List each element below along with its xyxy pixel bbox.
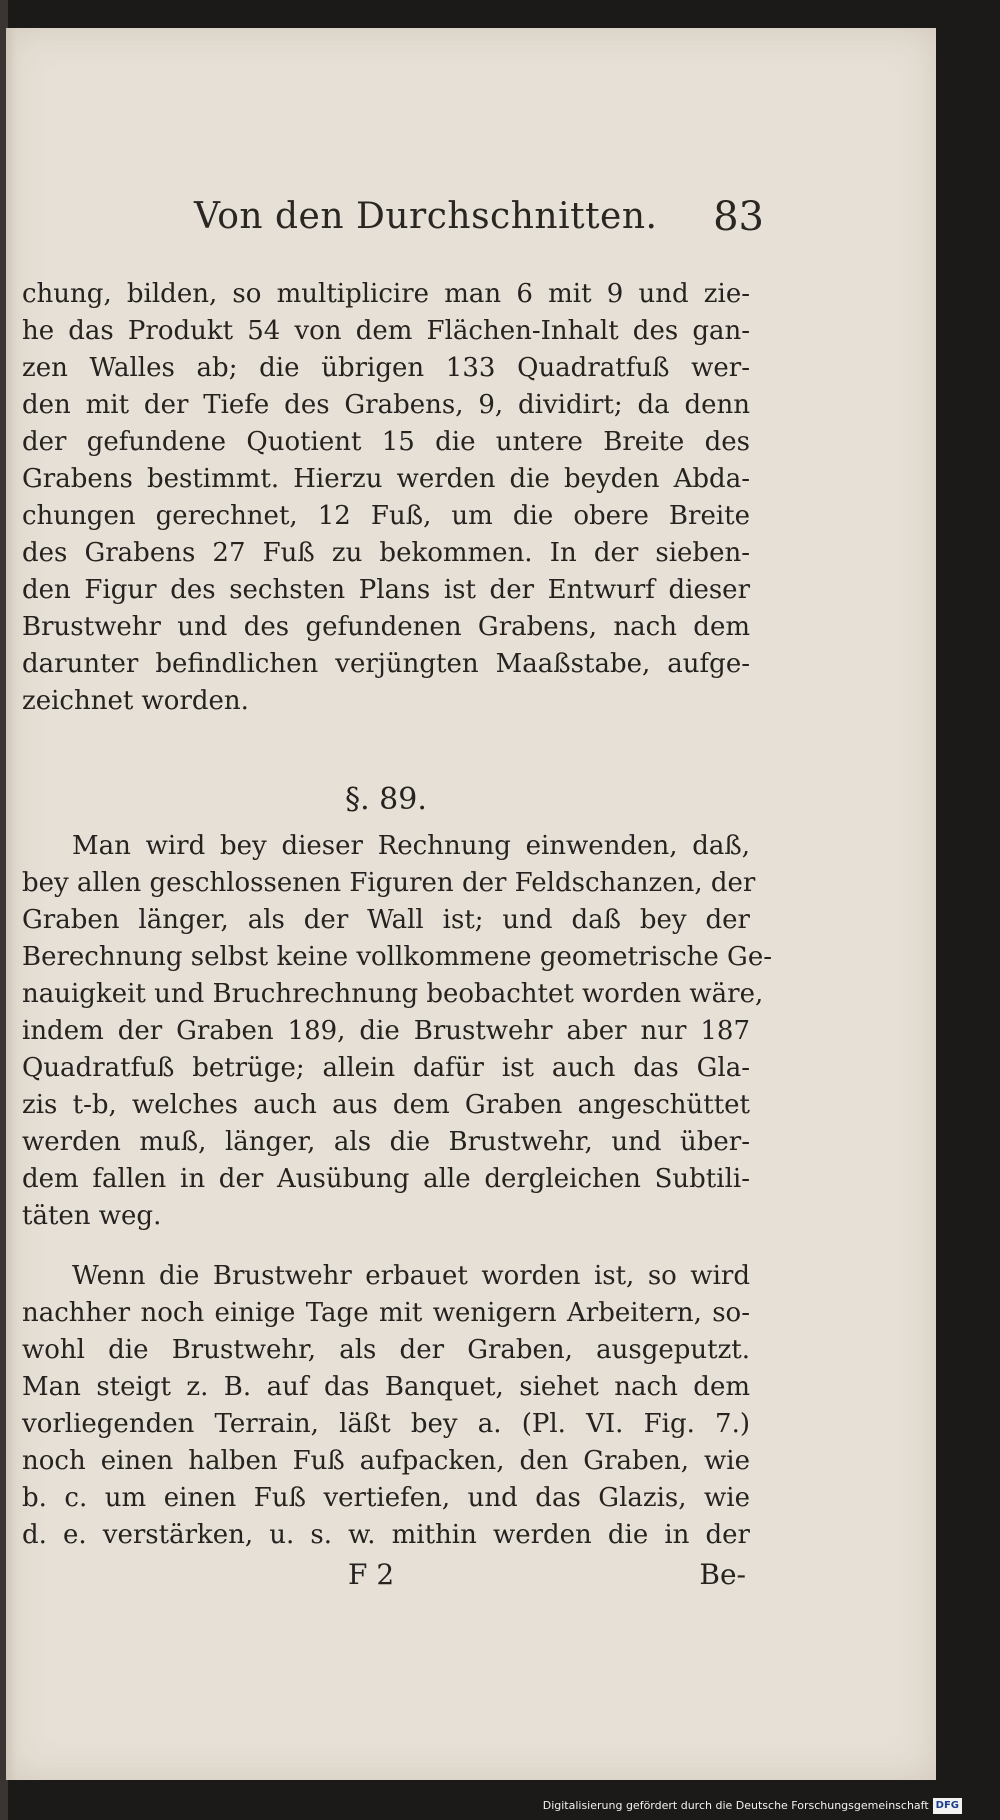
text-line: nachher noch einige Tage mit wenigern Arbeitern, so-	[22, 1298, 750, 1328]
text-line: darunter befindlichen verjüngten Maaßstabe, aufge-	[22, 649, 750, 679]
text-line: wohl die Brustwehr, als der Graben, ausgeputzt.	[22, 1335, 750, 1365]
text-line: Berechnung selbst keine vollkommene geometrische Ge-	[22, 942, 772, 972]
text-line: Brustwehr und des gefundenen Grabens, nach dem	[22, 612, 750, 642]
running-head	[194, 178, 764, 248]
section-heading: §. 89.	[345, 782, 427, 817]
catchword: Be-	[699, 1558, 746, 1591]
dfg-logo: DFG	[933, 1798, 962, 1814]
text-line: nauigkeit und Bruchrechnung beobachtet worden wäre,	[22, 979, 764, 1009]
text-line: bey allen geschlossenen Figuren der Feldschanzen, der	[22, 868, 756, 898]
text-line: werden muß, länger, als die Brustwehr, und über-	[22, 1127, 750, 1157]
page-gutter-shadow	[6, 28, 16, 1780]
running-title: Von den Durchschnitten.	[194, 196, 658, 237]
signature-mark: F 2	[348, 1558, 395, 1591]
paragraph-2	[22, 828, 772, 1235]
digitization-credit	[543, 1795, 962, 1817]
text-line: der gefundene Quotient 15 die untere Breite des	[22, 427, 750, 457]
text-line: zen Walles ab; die übrigen 133 Quadratfuß wer-	[22, 353, 750, 383]
text-line: chungen gerechnet, 12 Fuß, um die obere Breite	[22, 501, 750, 531]
text-line: den Figur des sechsten Plans ist der Entwurf dieser	[22, 575, 750, 605]
text-line: b. c. um einen Fuß vertiefen, und das Glazis, wie	[22, 1483, 750, 1513]
text-line: vorliegenden Terrain, läßt bey a. (Pl. VI. Fig. 7.)	[22, 1409, 750, 1439]
text-line: Wenn die Brustwehr erbauet worden ist, so wird	[72, 1261, 750, 1291]
text-line: Quadratfuß betrüge; allein dafür ist auch das Gla-	[22, 1053, 750, 1083]
text-line: Grabens bestimmt. Hierzu werden die beyden Abda-	[22, 464, 750, 494]
page-number: 83	[713, 194, 764, 240]
paragraph-3	[22, 1258, 750, 1554]
text-line: zeichnet worden.	[22, 686, 249, 716]
text-line: he das Produkt 54 von dem Flächen-Inhalt des gan-	[22, 316, 750, 346]
text-line: noch einen halben Fuß aufpacken, den Graben, wie	[22, 1446, 750, 1476]
text-line: d. e. verstärken, u. s. w. mithin werden die in der	[22, 1520, 750, 1550]
page-footer	[22, 1555, 750, 1595]
text-line: täten weg.	[22, 1201, 162, 1231]
book-page	[6, 28, 936, 1780]
text-line: Man steigt z. B. auf das Banquet, siehet nach dem	[22, 1372, 750, 1402]
credit-text: Digitalisierung gefördert durch die Deutsche Forschungsgemeinschaft	[542, 1799, 929, 1812]
text-line: zis t-b, welches auch aus dem Graben angeschüttet	[22, 1090, 750, 1120]
paragraph-1	[22, 276, 750, 720]
text-line: des Grabens 27 Fuß zu bekommen. In der sieben-	[22, 538, 750, 568]
text-line: den mit der Tiefe des Grabens, 9, dividirt; da denn	[22, 390, 750, 420]
text-line: dem fallen in der Ausübung alle dergleichen Subtili-	[22, 1164, 750, 1194]
text-line: indem der Graben 189, die Brustwehr aber nur 187	[22, 1016, 750, 1046]
text-line: Man wird bey dieser Rechnung einwenden, daß,	[72, 831, 750, 861]
text-line: Graben länger, als der Wall ist; und daß bey der	[22, 905, 750, 935]
text-line: chung, bilden, so multiplicire man 6 mit 9 und zie-	[22, 279, 750, 309]
